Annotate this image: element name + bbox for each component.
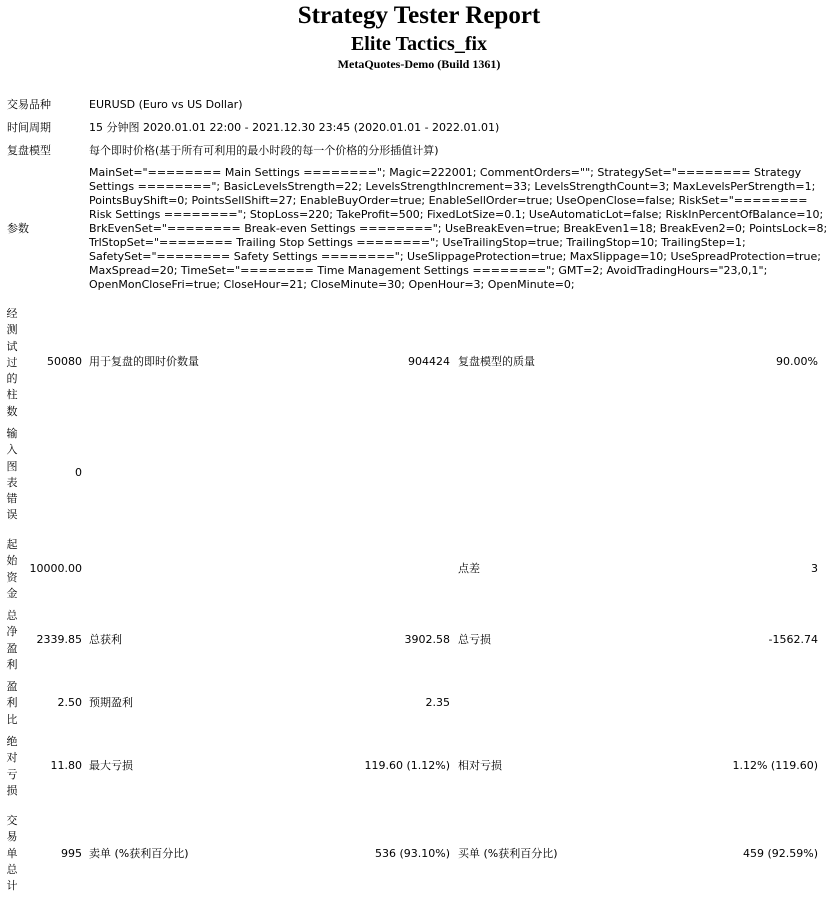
- symbol-value: EURUSD (Euro vs US Dollar): [89, 98, 243, 111]
- model-label: 复盘模型: [7, 144, 51, 157]
- grossloss-value: -1562.74: [768, 633, 818, 646]
- absdd-label: 绝对亏损: [6, 735, 18, 797]
- absdd-value: 11.80: [50, 759, 82, 772]
- errors-value: 0: [75, 466, 82, 479]
- errors-label: 输入图表错误: [6, 427, 18, 522]
- maxdd-label: 最大亏损: [89, 759, 133, 772]
- short-label: 卖单 (%获利百分比): [89, 847, 189, 860]
- netprofit-label: 总净盈利: [6, 609, 18, 671]
- model-value: 每个即时价格(基于所有可利用的最小时段的每一个价格的分形插值计算): [89, 144, 439, 157]
- quality-label: 复盘模型的质量: [458, 355, 535, 368]
- maxdd-value: 119.60 (1.12%): [364, 759, 450, 772]
- report-title: Strategy Tester Report: [297, 2, 541, 29]
- netprofit-value: 2339.85: [36, 633, 82, 646]
- grossprofit-label: 总获利: [89, 633, 122, 646]
- deposit-label: 起始资金: [6, 538, 18, 600]
- expert-name: Elite Tactics_fix: [350, 33, 488, 55]
- period-label: 时间周期: [7, 121, 51, 134]
- reldd-label: 相对亏损: [458, 759, 502, 772]
- ticks-value: 904424: [408, 355, 450, 368]
- spread-value: 3: [811, 562, 818, 575]
- expected-label: 预期盈利: [89, 696, 133, 709]
- trades-value: 995: [61, 847, 82, 860]
- deposit-value: 10000.00: [29, 562, 82, 575]
- quality-value: 90.00%: [776, 355, 818, 368]
- ticks-label: 用于复盘的即时价数量: [89, 355, 199, 368]
- reldd-value: 1.12% (119.60): [732, 759, 818, 772]
- long-value: 459 (92.59%): [742, 847, 818, 860]
- profitfactor-label: 盈利比: [6, 680, 18, 726]
- symbol-label: 交易品种: [7, 98, 51, 111]
- params-value: MainSet="======== Main Settings ========"; Magic=222001; CommentOrders=""; StrategySet="======== Strategy Settings ========"; BasicLevelsStrength=22; LevelsStrengthIncrement=33; LevelsStrengthCount=3; MaxLevelsPerStrength=1; PointsBuyShift=0; PointsSellShift=27; EnableBuyOrder=true; EnableSellOrder=true; UseOpenClose=false; RiskSet="======== Risk Settings ========"; StopLoss=220; TakeProfit=500; FixedLotSize=0.1; UseAutomaticLot=false; RiskInPercentOfBalance=10; BrkEvenSet="======== Break-even Settings ========"; UseBreakEven=true; BreakEven1=18; BreakEven2=0; PointsLock=8; TrlStopSet="======== Trailing Stop Settings ========"; UseTrailingStop=true; TrailingStop=10; TrailingStep=1; SafetySet="======== Safety Settings ========"; UseSlippageProtection=true; MaxSlippage=10; UseSpreadProtection=true; MaxSpread=20; TimeSet="======== Time Management Settings ========"; GMT=2; AvoidTradingHours="23,0,1"; OpenMonCloseFri=true; CloseHour=21; CloseMinute=30; OpenHour=3; OpenMinute=0;: [89, 166, 828, 291]
- expected-value: 2.35: [425, 696, 450, 709]
- grossprofit-value: 3902.58: [404, 633, 450, 646]
- bars-value: 50080: [47, 355, 82, 368]
- long-label: 买单 (%获利百分比): [458, 847, 558, 860]
- profitfactor-value: 2.50: [57, 696, 82, 709]
- trades-label: 交易单总计: [6, 814, 18, 893]
- period-value: 15 分钟图 2020.01.01 22:00 - 2021.12.30 23:45 (2020.01.01 - 2022.01.01): [89, 121, 500, 134]
- short-value: 536 (93.10%): [374, 847, 450, 860]
- grossloss-label: 总亏损: [458, 633, 491, 646]
- params-label: 参数: [7, 222, 29, 235]
- bars-label: 经测试过的柱数: [6, 307, 18, 418]
- server-build: MetaQuotes-Demo (Build 1361): [337, 57, 501, 71]
- spread-label: 点差: [458, 562, 480, 575]
